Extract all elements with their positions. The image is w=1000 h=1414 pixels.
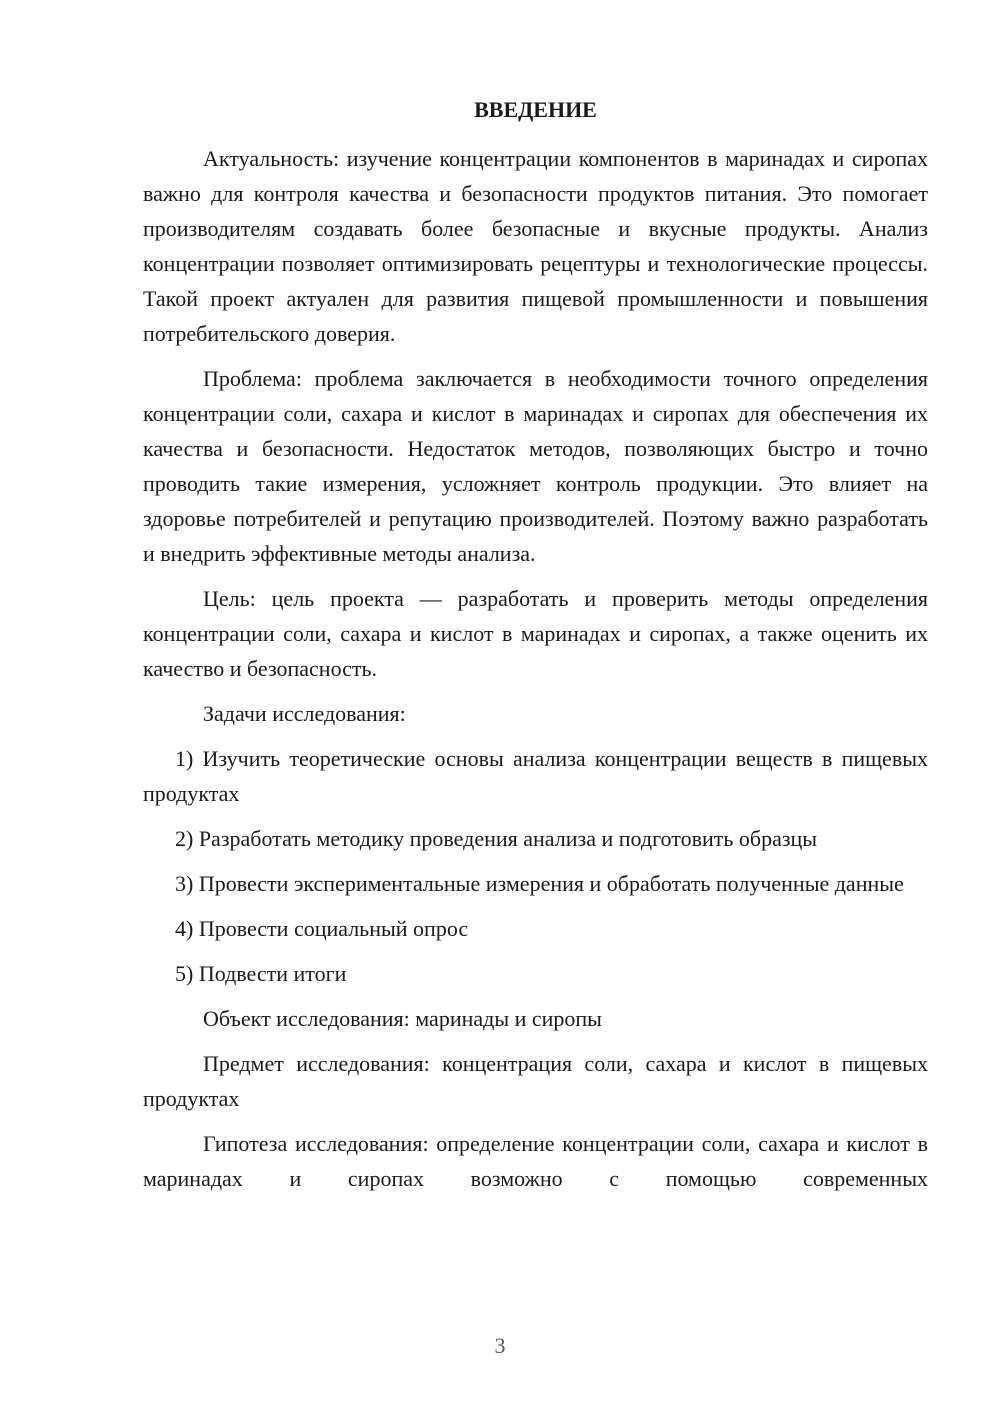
problem-paragraph: Проблема: проблема заключается в необходимости точного определения концентрации соли, сахара и кислот в маринадах и сиропах для обеспечения их качества и безопасности. Недостаток методов, позволяющих быстро и точно проводить такие измерения, усложняет контроль продукции. Это влияет на здоровье потребителей и репутацию производителей. Поэтому важно разработать и внедрить эффективные методы анализа. bbox=[143, 366, 928, 566]
relevance-paragraph: Актуальность: изучение концентрации компонентов в маринадах и сиропах важно для контроля качества и безопасности продуктов питания. Это помогает производителям создавать более безопасные и вкусные продукты. Анализ концентрации позволяет оптимизировать рецептуры и технологические процессы. Такой проект актуален для развития пищевой промышленности и повышения потребительского доверия. bbox=[143, 146, 928, 346]
tasks-list bbox=[143, 741, 928, 991]
subject-paragraph: Предмет исследования: концентрация соли, сахара и кислот в пищевых продуктах bbox=[143, 1051, 928, 1111]
hypothesis-paragraph: Гипотеза исследования: определение концентрации соли, сахара и кислот в маринадах и сиропах возможно с помощью современных bbox=[143, 1131, 928, 1191]
document-body bbox=[143, 141, 928, 1206]
page-number: 3 bbox=[494, 1333, 506, 1358]
page-title: ВВЕДЕНИЕ bbox=[474, 97, 597, 122]
list-item: 1) Изучить теоретические основы анализа концентрации веществ в пищевых продуктах bbox=[143, 746, 928, 806]
list-item: 4) Провести социальный опрос bbox=[175, 916, 469, 941]
tasks-heading: Задачи исследования: bbox=[203, 701, 406, 726]
object-paragraph: Объект исследования: маринады и сиропы bbox=[203, 1006, 602, 1031]
list-item: 3) Провести экспериментальные измерения и обработать полученные данные bbox=[175, 871, 904, 896]
list-item: 5) Подвести итоги bbox=[175, 961, 347, 986]
list-item: 2) Разработать методику проведения анализа и подготовить образцы bbox=[175, 826, 818, 851]
goal-paragraph: Цель: цель проекта — разработать и проверить методы определения концентрации соли, сахара и кислот в маринадах и сиропах, а также оценить их качество и безопасность. bbox=[143, 586, 928, 681]
